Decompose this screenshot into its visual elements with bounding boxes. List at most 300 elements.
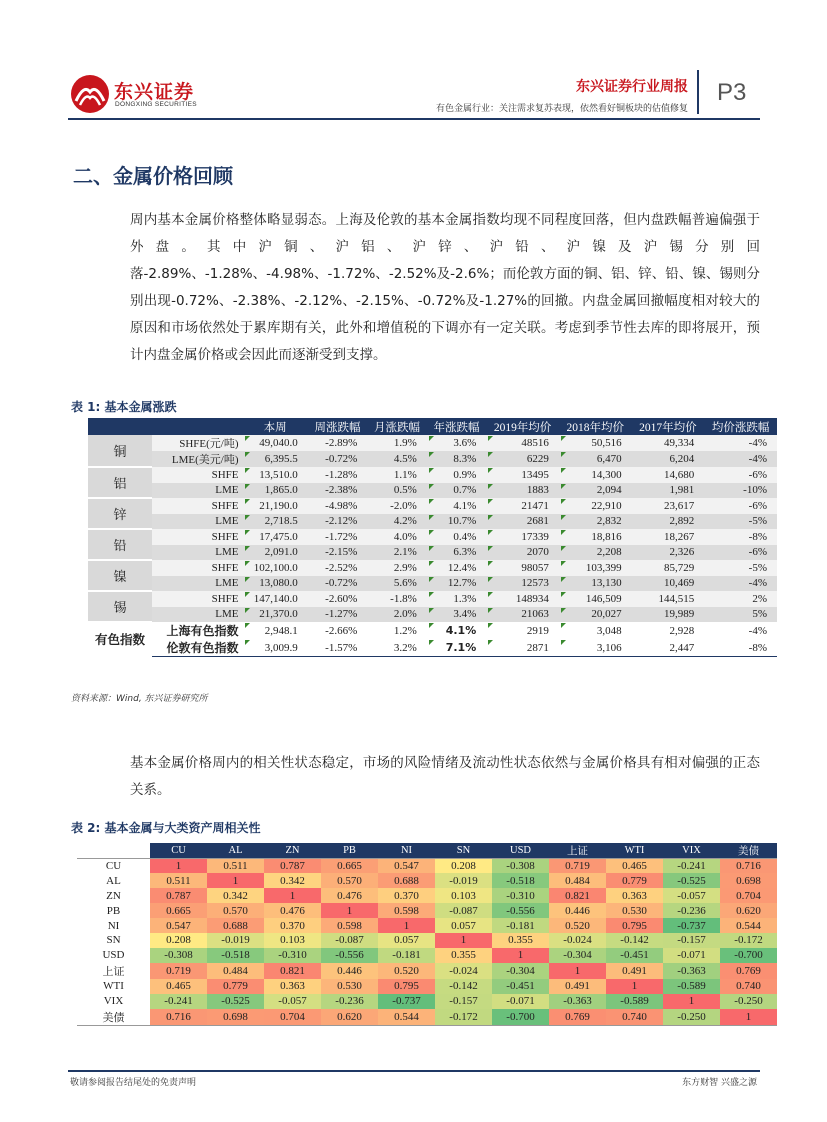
table2-cell: -0.071 — [663, 948, 720, 963]
table1-cell: 144,515 — [632, 591, 705, 607]
table1-cell: 10,469 — [632, 576, 705, 592]
table2-cell: -0.241 — [150, 994, 207, 1009]
table1-header-cell: 2018年均价 — [559, 418, 632, 435]
table1-cell: 3.6% — [427, 435, 487, 451]
table1-row — [88, 529, 777, 545]
table1-market-label: SHFE(元/吨) — [152, 435, 242, 451]
table2-cell: -0.250 — [663, 1009, 720, 1026]
table2-cell: 0.446 — [549, 903, 606, 918]
table1-cell: 98057 — [486, 560, 559, 576]
table1-cell: -0.72% — [308, 451, 368, 467]
footer-slogan: 东方财智 兴盛之源 — [682, 1078, 757, 1088]
footer-rule — [68, 1070, 760, 1072]
table2-row-label: ZN — [77, 888, 150, 903]
table1-metal-label: 铅 — [88, 529, 152, 560]
table2-cell: -0.172 — [435, 1009, 492, 1026]
table2-cell: 0.530 — [606, 903, 663, 918]
table1-cell: 1,981 — [632, 483, 705, 499]
paragraph-2-text: 基本金属价格周内的相关性状态稳定，市场的风险情绪及流动性状态依然与金属价格具有相对偏强的正态关系。 — [130, 755, 760, 798]
table1-cell: 0.9% — [427, 467, 487, 483]
company-logo — [70, 74, 210, 114]
table2-cell: -0.142 — [606, 933, 663, 948]
table1-cell: 148934 — [486, 591, 559, 607]
table2-cell: -0.363 — [663, 963, 720, 979]
table2-cell: -0.451 — [492, 979, 549, 994]
table2-cell: 0.465 — [606, 859, 663, 874]
table1-cell: 12573 — [486, 576, 559, 592]
table1-cell: 0.5% — [367, 483, 427, 499]
table2-title: 表 2: 基本金属与大类资产周相关性 — [71, 821, 261, 835]
table1-cell: 20,027 — [559, 607, 632, 623]
table1-cell: 3,106 — [559, 639, 632, 657]
table1-cell: 2,094 — [559, 483, 632, 499]
table2-cell: 0.476 — [264, 903, 321, 918]
table2-cell: -0.172 — [720, 933, 777, 948]
table2-cell: -0.304 — [549, 948, 606, 963]
table1-market-label: LME(美元/吨) — [152, 451, 242, 467]
table2-cell: -0.236 — [663, 903, 720, 918]
table1-row — [88, 639, 777, 657]
table1-cell: 6,204 — [632, 451, 705, 467]
table2-cell: -0.181 — [378, 948, 435, 963]
logo-icon — [70, 74, 110, 114]
table2-cell: -0.525 — [207, 994, 264, 1009]
table1-cell: 10.7% — [427, 514, 487, 530]
table2-cell: 0.740 — [606, 1009, 663, 1026]
table2-row-label: SN — [77, 933, 150, 948]
table1-cell: -2.15% — [308, 545, 368, 561]
table1-cell: 18,816 — [559, 529, 632, 545]
table2-row — [77, 859, 777, 874]
table2-cell: -0.157 — [663, 933, 720, 948]
table1-header-cell: 2019年均价 — [486, 418, 559, 435]
table1-cell: 4.0% — [367, 529, 427, 545]
table1-cell: 13,080.0 — [243, 576, 308, 592]
table1-cell: 17339 — [486, 529, 559, 545]
table2-cell: 0.520 — [378, 963, 435, 979]
table2-cell: 0.779 — [207, 979, 264, 994]
table1-cell: 6,470 — [559, 451, 632, 467]
table2-cell: 0.716 — [150, 1009, 207, 1026]
table2-cell: 0.491 — [549, 979, 606, 994]
table2-cell: 0.704 — [264, 1009, 321, 1026]
table1-cell: 147,140.0 — [243, 591, 308, 607]
table2-column-header: PB — [321, 843, 378, 859]
table1-cell: 49,334 — [632, 435, 705, 451]
table2-cell: 0.787 — [150, 888, 207, 903]
table2-cell: 0.821 — [549, 888, 606, 903]
table2-cell: 0.103 — [435, 888, 492, 903]
table1-cell: 103,399 — [559, 560, 632, 576]
table2-cell: 0.370 — [378, 888, 435, 903]
table2-cell: 0.363 — [264, 979, 321, 994]
table1-header-cell: 本周 — [243, 418, 308, 435]
table2-cell: 0.355 — [435, 948, 492, 963]
table1-cell: 2,447 — [632, 639, 705, 657]
table1-row — [88, 451, 777, 467]
table2-cell: 0.795 — [378, 979, 435, 994]
table1-cell: 1,865.0 — [243, 483, 308, 499]
table1-row — [88, 467, 777, 483]
table2-row — [77, 979, 777, 994]
table2-cell: 1 — [150, 859, 207, 874]
table1-cell: 19,989 — [632, 607, 705, 623]
table1-row — [88, 514, 777, 530]
table1-cell: 1.9% — [367, 435, 427, 451]
table1-cell: 6229 — [486, 451, 559, 467]
table2-row — [77, 948, 777, 963]
table1-cell: -6% — [704, 498, 777, 514]
table1-cell: -4% — [704, 435, 777, 451]
table1-cell: -6% — [704, 467, 777, 483]
table1-market-label: LME — [152, 545, 242, 561]
table2-cell: 0.491 — [606, 963, 663, 979]
table1-cell: 2,718.5 — [243, 514, 308, 530]
table1-row — [88, 560, 777, 576]
table2-row-label: NI — [77, 918, 150, 933]
table1-row — [88, 483, 777, 499]
table1-cell: 3.4% — [427, 607, 487, 623]
table1-source: 资料来源：Wind, 东兴证券研究所 — [71, 694, 208, 704]
table2-cell: -0.700 — [492, 1009, 549, 1026]
table2-cell: 0.719 — [150, 963, 207, 979]
table1-cell: 23,617 — [632, 498, 705, 514]
table2-cell: 0.484 — [549, 873, 606, 888]
table2-cell: -0.142 — [435, 979, 492, 994]
table1-cell: -2.12% — [308, 514, 368, 530]
header-rule — [68, 118, 760, 120]
table2-cell: -0.157 — [435, 994, 492, 1009]
table1-cell: 12.4% — [427, 560, 487, 576]
table1-cell: 1.2% — [367, 622, 427, 639]
table2-cell: -0.737 — [663, 918, 720, 933]
table1-row — [88, 498, 777, 514]
table1-market-label: SHFE — [152, 498, 242, 514]
table2-cell: -0.019 — [207, 933, 264, 948]
table1-metal-label: 锌 — [88, 498, 152, 529]
table1-cell: 18,267 — [632, 529, 705, 545]
table2-cell: -0.019 — [435, 873, 492, 888]
table2-cell: -0.236 — [321, 994, 378, 1009]
table1-row — [88, 435, 777, 451]
table2-row-label: WTI — [77, 979, 150, 994]
table1-cell: -2.38% — [308, 483, 368, 499]
correlation-table — [77, 843, 777, 1026]
table1-market-label: SHFE — [152, 560, 242, 576]
table1-cell: 22,910 — [559, 498, 632, 514]
table1-cell: -4% — [704, 622, 777, 639]
table2-cell: -0.308 — [492, 859, 549, 874]
table2-cell: -0.024 — [435, 963, 492, 979]
table2-cell: -0.071 — [492, 994, 549, 1009]
table1-cell: -8% — [704, 639, 777, 657]
table2-row — [77, 933, 777, 948]
table2-cell: 0.544 — [378, 1009, 435, 1026]
table2-cell: 0.698 — [207, 1009, 264, 1026]
table1-market-label: SHFE — [152, 529, 242, 545]
table2-cell: 0.795 — [606, 918, 663, 933]
table1-cell: 21,190.0 — [243, 498, 308, 514]
table1-cell: 1883 — [486, 483, 559, 499]
table1-cell: 2,832 — [559, 514, 632, 530]
table1-cell: 1.3% — [427, 591, 487, 607]
table1-market-label: 伦敦有色指数 — [152, 639, 242, 657]
table2-row — [77, 888, 777, 903]
table1-cell: -2.52% — [308, 560, 368, 576]
table2-cell: 0.342 — [264, 873, 321, 888]
table1-market-label: LME — [152, 514, 242, 530]
table2-cell: -0.589 — [663, 979, 720, 994]
table2-cell: 0.342 — [207, 888, 264, 903]
table1-cell: -4.98% — [308, 498, 368, 514]
table1-cell: 0.4% — [427, 529, 487, 545]
table2-cell: -0.518 — [207, 948, 264, 963]
table1-market-label: 上海有色指数 — [152, 622, 242, 639]
table2-cell: 0.598 — [378, 903, 435, 918]
table1-cell: 2% — [704, 591, 777, 607]
table2-cell: 0.103 — [264, 933, 321, 948]
table2-cell: 0.719 — [549, 859, 606, 874]
table2-row — [77, 873, 777, 888]
table1-cell: 14,680 — [632, 467, 705, 483]
table2-cell: 0.779 — [606, 873, 663, 888]
table1-header-cell: 均价涨跌幅 — [704, 418, 777, 435]
table2-cell: -0.310 — [264, 948, 321, 963]
table2-column-header: WTI — [606, 843, 663, 859]
table2-cell: -0.310 — [492, 888, 549, 903]
table2-cell: -0.525 — [663, 873, 720, 888]
table1-metal-label: 镍 — [88, 560, 152, 591]
table1-header-cell: 2017年均价 — [632, 418, 705, 435]
table1-cell: 5.6% — [367, 576, 427, 592]
table1-cell: 48516 — [486, 435, 559, 451]
table2-cell: 0.355 — [492, 933, 549, 948]
table1-cell: 2,091.0 — [243, 545, 308, 561]
table1-cell: 2.0% — [367, 607, 427, 623]
table1-cell: -8% — [704, 529, 777, 545]
table2-column-header: CU — [150, 843, 207, 859]
table2-row — [77, 1009, 777, 1026]
table2-cell: 0.208 — [435, 859, 492, 874]
table2-cell: -0.308 — [150, 948, 207, 963]
table1-market-label: LME — [152, 576, 242, 592]
table1-metal-label: 有色指数 — [88, 622, 152, 657]
table1-cell: 0.7% — [427, 483, 487, 499]
table1-header-cell: 月涨跌幅 — [367, 418, 427, 435]
table2-column-header: SN — [435, 843, 492, 859]
table2-cell: -0.087 — [435, 903, 492, 918]
table2-cell: -0.589 — [606, 994, 663, 1009]
table1-cell: -1.28% — [308, 467, 368, 483]
table1-cell: 2,928 — [632, 622, 705, 639]
table2-row — [77, 963, 777, 979]
table1-market-label: LME — [152, 483, 242, 499]
table2-cell: -0.518 — [492, 873, 549, 888]
table1-cell: 146,509 — [559, 591, 632, 607]
table1-cell: 102,100.0 — [243, 560, 308, 576]
table2-cell: 0.057 — [435, 918, 492, 933]
table2-row-label: CU — [77, 859, 150, 874]
table1-cell: 50,516 — [559, 435, 632, 451]
paragraph-2 — [130, 750, 760, 804]
table1-cell: -1.8% — [367, 591, 427, 607]
table2-cell: 0.511 — [207, 859, 264, 874]
table2-row-label: AL — [77, 873, 150, 888]
paragraph-1 — [130, 207, 760, 369]
table2-cell: 0.665 — [321, 859, 378, 874]
table2-column-header: USD — [492, 843, 549, 859]
table2-row-label: 美债 — [77, 1009, 150, 1026]
table1-cell: -4% — [704, 576, 777, 592]
table2-cell: -0.087 — [321, 933, 378, 948]
table2-cell: -0.241 — [663, 859, 720, 874]
table2-cell: 0.787 — [264, 859, 321, 874]
table1-cell: 2871 — [486, 639, 559, 657]
table1-cell: -5% — [704, 514, 777, 530]
table2-cell: 0.570 — [207, 903, 264, 918]
table1-cell: 2,892 — [632, 514, 705, 530]
table2-cell: 0.544 — [720, 918, 777, 933]
table1-cell: 3.2% — [367, 639, 427, 657]
table1-row — [88, 622, 777, 639]
table1-cell: 2681 — [486, 514, 559, 530]
report-title: 东兴证券行业周报 — [576, 79, 688, 95]
table2-cell: 0.370 — [264, 918, 321, 933]
table2-cell: -0.250 — [720, 994, 777, 1009]
table1-cell: 4.2% — [367, 514, 427, 530]
table2-cell: 0.740 — [720, 979, 777, 994]
table1-cell: 21,370.0 — [243, 607, 308, 623]
table2-row — [77, 918, 777, 933]
table2-cell: 0.821 — [264, 963, 321, 979]
table1-cell: -1.72% — [308, 529, 368, 545]
table1-metal-label: 铝 — [88, 467, 152, 498]
logo-text-cn: 东兴证券 — [114, 81, 195, 103]
table1-cell: -2.66% — [308, 622, 368, 639]
page-number: P3 — [717, 79, 747, 106]
table1-cell: 4.1% — [427, 498, 487, 514]
table1-cell: -10% — [704, 483, 777, 499]
table2-column-header: AL — [207, 843, 264, 859]
table2-cell: 1 — [663, 994, 720, 1009]
table2-cell: 0.547 — [150, 918, 207, 933]
table1-cell: 2070 — [486, 545, 559, 561]
table1-metal-label: 锡 — [88, 591, 152, 622]
table1-cell: -2.89% — [308, 435, 368, 451]
table1-cell: 5% — [704, 607, 777, 623]
table2-cell: 0.547 — [378, 859, 435, 874]
table2-column-header: ZN — [264, 843, 321, 859]
table1-cell: 17,475.0 — [243, 529, 308, 545]
table2-cell: 0.446 — [321, 963, 378, 979]
table1-cell: 2,326 — [632, 545, 705, 561]
table2-cell: 1 — [378, 918, 435, 933]
table2-cell: -0.057 — [264, 994, 321, 1009]
table1-header-cell — [88, 418, 152, 435]
table1-cell: 13,130 — [559, 576, 632, 592]
table1-cell: 3,009.9 — [243, 639, 308, 657]
table1-cell: -2.60% — [308, 591, 368, 607]
table2-cell: -0.304 — [492, 963, 549, 979]
table1-cell: 21063 — [486, 607, 559, 623]
table1-cell: 2.9% — [367, 560, 427, 576]
table2-row-label: 上证 — [77, 963, 150, 979]
table1-cell: -1.57% — [308, 639, 368, 657]
table2-cell: 0.688 — [378, 873, 435, 888]
table2-cell: 0.716 — [720, 859, 777, 874]
table2-row-label: VIX — [77, 994, 150, 1009]
table2-cell: 0.688 — [207, 918, 264, 933]
table1-cell: -5% — [704, 560, 777, 576]
table1-cell: 3,048 — [559, 622, 632, 639]
table1-market-label: SHFE — [152, 467, 242, 483]
table2-cell: 0.698 — [720, 873, 777, 888]
table1-cell: 85,729 — [632, 560, 705, 576]
paragraph-1-text: 周内基本金属价格整体略显弱态。上海及伦敦的基本金属指数均现不同程度回落，但内盘跌幅普遍偏强于外盘。其中沪铜、沪铝、沪锌、沪铅、沪镍及沪锡分别回落-2.89%、-1.28%、-4.98%、-1.72%、-2.52%及-2.6%；而伦敦方面的铜、铝、锌、铅、镍、锡则分别出现-0.72%、-2.38%、-2.12%、-2.15%、-0.72%及-1.27%的回撤。内盘金属回撤幅度相对较大的原因和市场依然处于累库期有关，此外和增值税的下调亦有一定关联。考虑到季节性去库的即将展开，预计内盘金属价格或会因此而逐渐受到支撑。 — [130, 212, 760, 363]
table2-cell: -0.451 — [606, 948, 663, 963]
table1-cell: 7.1% — [427, 639, 487, 657]
table2-cell: -0.363 — [549, 994, 606, 1009]
table2-cell: 1 — [435, 933, 492, 948]
table2-column-header: NI — [378, 843, 435, 859]
table2-cell: 0.620 — [321, 1009, 378, 1026]
table2-column-header: 美债 — [720, 843, 777, 859]
table2-cell: -0.057 — [663, 888, 720, 903]
table1-title: 表 1: 基本金属涨跌 — [71, 400, 177, 414]
table2-cell: 0.476 — [321, 888, 378, 903]
table2-cell: 0.598 — [321, 918, 378, 933]
table2-cell: 0.570 — [321, 873, 378, 888]
table1-market-label: SHFE — [152, 591, 242, 607]
table2-cell: 1 — [549, 963, 606, 979]
table2-cell: -0.700 — [720, 948, 777, 963]
table2-cell: -0.024 — [549, 933, 606, 948]
table1-header-cell: 年涨跌幅 — [427, 418, 487, 435]
table2-cell: 1 — [264, 888, 321, 903]
table2-cell: 0.769 — [549, 1009, 606, 1026]
table2-cell: 0.363 — [606, 888, 663, 903]
table1-cell: 8.3% — [427, 451, 487, 467]
table1-cell: -0.72% — [308, 576, 368, 592]
table1-cell: 21471 — [486, 498, 559, 514]
table1-cell: 13,510.0 — [243, 467, 308, 483]
table1-cell: -2.0% — [367, 498, 427, 514]
table1-cell: 14,300 — [559, 467, 632, 483]
table2-cell: 0.665 — [150, 903, 207, 918]
table2-cell: 0.530 — [321, 979, 378, 994]
table2-cell: 0.704 — [720, 888, 777, 903]
table2-cell: 1 — [321, 903, 378, 918]
header-divider — [697, 70, 699, 114]
table1-cell: 49,040.0 — [243, 435, 308, 451]
table1-cell: 6.3% — [427, 545, 487, 561]
table2-cell: 0.484 — [207, 963, 264, 979]
table2-cell: -0.181 — [492, 918, 549, 933]
table2-cell: 1 — [492, 948, 549, 963]
footer-disclaimer: 敬请参阅报告结尾处的免责声明 — [70, 1078, 197, 1088]
table2-column-header: VIX — [663, 843, 720, 859]
table2-row-label: USD — [77, 948, 150, 963]
table1-cell: 2,948.1 — [243, 622, 308, 639]
table1-market-label: LME — [152, 607, 242, 623]
table2-cell: 0.620 — [720, 903, 777, 918]
table2-row-label: PB — [77, 903, 150, 918]
table1-row — [88, 591, 777, 607]
report-subtitle: 有色金属行业：关注需求复苏表现，依然看好铜板块的估值修复 — [435, 104, 688, 114]
section-title: 二、金属价格回顾 — [73, 164, 233, 188]
logo-text-en: DONGXING SECURITIES — [115, 101, 197, 108]
table2-cell: 1 — [606, 979, 663, 994]
